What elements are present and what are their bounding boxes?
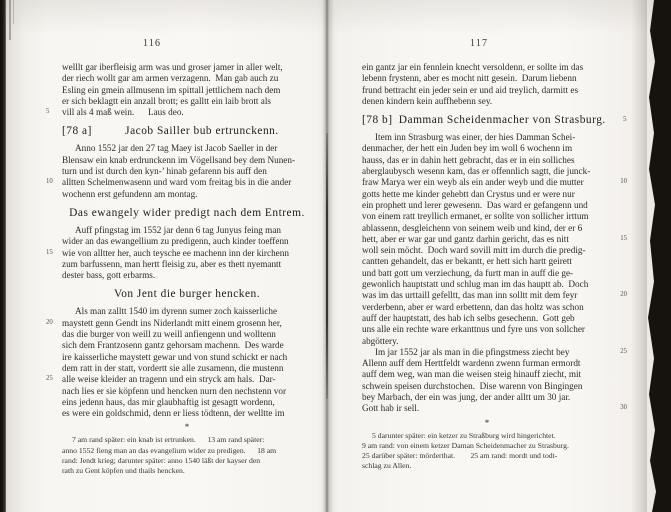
section-heading [362, 114, 627, 127]
text-line: wider an das ewangellium zu predigenn, auch kinder toeffenn [62, 236, 289, 247]
margin-line-number: 15 [46, 248, 53, 256]
text-line: Als man zalltt 1540 im dyrenn sumer zoch kaisserliche [75, 306, 278, 317]
text-line: ire kaisserliche maystett gewar und von stund schickt er nach [62, 351, 288, 362]
text-line: was im das urttaill gefelltt, das man inn solltt mit dem feyr 20 [362, 290, 627, 301]
heading-label: [78 b] [362, 114, 393, 127]
text-line: lebenn frystenn, aber es mocht nitt gesein. Darum liebenn [362, 73, 577, 84]
separator-mark: * [484, 417, 490, 428]
text-line: frund bettracht ein jeder sein er und aid treylich, darmitt es [362, 84, 579, 95]
text-line: schwein speisen durchstochen. Dise warenn von Bingingen [362, 380, 583, 391]
heading-text: Von Jent die burger hencken. [113, 288, 261, 301]
text-line: Im jar 1552 jar als man in die pfingstmess ziecht bey 25 [375, 346, 627, 357]
text-line: maystett genn Gendt ins Niderlandt mitt einem grosenn her, 20 [46, 317, 282, 328]
text-line: 25 darüber später: mörderthat. 25 am rand: mordt und todt- [362, 450, 558, 460]
heading-text: Jacob Sailler bub ertrunckenn. [125, 125, 279, 138]
margin-line-number: 10 [620, 178, 627, 186]
text-line: cantten gehandelt, das er bekantt, er hett sich hartt geirett [362, 256, 572, 267]
text-line: Item inn Strasburg was einer, der hies Damman Schei- [375, 132, 576, 143]
margin-line-number: 15 [620, 234, 627, 242]
text-line: sich dem Frantzosenn gantz gehorsam machenn. Des warde [62, 340, 284, 351]
book-gutter-fold-line [326, 133, 328, 399]
text-line: eins jedenn haus, das mir glaubhaftig ist gesagtt wordenn, [62, 396, 275, 407]
margin-line-number: 5 [623, 116, 627, 124]
section-heading [62, 288, 312, 301]
text-line: anno 1552 fieng man an das evangelium wider zu predigen. 18 am [62, 445, 277, 455]
margin-line-number: 25 [620, 347, 627, 355]
text-line: dem ratt in der statt, vordertt sie alle zusamenn, die mustenn [62, 362, 284, 373]
text-line: es were ein goldschmid, denn er liess tödtenn, der welltte im [62, 408, 285, 419]
text-line: fraw Marya wer ein weyb als ein ander weyb und die mutter 10 [362, 177, 627, 188]
text-line: rand: Jendt krieg; darunter später: anno 1540 läßt der kayser den [62, 455, 261, 465]
margin-line-number: 20 [620, 291, 627, 299]
text-line: 9 am rand: von einem ketzer Daman Scheidenmacher zu Strasburg. [362, 440, 569, 450]
page-right-body [362, 34, 627, 471]
heading-label: [78 a] [62, 125, 92, 138]
text-line: 7 am rand später: ein knab ist ertrunken. 13 am rand später: [72, 435, 265, 445]
footnote [362, 431, 612, 471]
paragraph [46, 143, 312, 199]
text-line: dester bass, gott erbarms. [62, 270, 156, 281]
text-line: auff dem weg, wan man die weisen steig hinauff ziecht, mit [362, 369, 582, 380]
text-line: alle weise kleider an tragenn und ein stryck am hals. Dar- 25 [46, 374, 276, 385]
text-line: wochenn erst gefundenn am montag. [62, 188, 198, 199]
text-line: Blensaw ein knab erdrunckenn im Vögellsand bey dem Nunen- [62, 154, 296, 165]
separator-mark: * [184, 422, 190, 433]
text-line: der riech wollt gar am armen verzagenn. Man gab auch zu [62, 73, 279, 84]
text-line: alltten Schelmenwasenn und ward vom freitag bis in die ander 10 [46, 177, 292, 188]
page-left [46, 34, 312, 476]
paragraph [362, 346, 627, 415]
text-line: Allenn auff dem Herttfeldt wardenn zwenn furman ermordt [362, 358, 581, 369]
text-line: er sich beklagtt ein anzall brott; es galltt ein laib brott als [62, 95, 271, 106]
text-line: zum barfussenn, man hertt fleisig zu, aber es thett nyemantt [62, 258, 282, 269]
page-number-left: 116 [143, 38, 162, 49]
text-line: gotts hette me kinder gehebtt dan Crystus und er were nur [362, 188, 575, 199]
text-line: Esling ein gmein allmusenn im spittall jettlichem nach dem [62, 84, 281, 95]
book-gutter [322, 0, 334, 512]
text-line: nach lies er sie köpfenn und hencken nurn den nechstenn vor [62, 385, 286, 396]
section-heading [62, 125, 312, 138]
page-right [362, 34, 627, 471]
text-line: denen kindern kein auffhebenn sey. [362, 95, 493, 106]
text-line: bey Marbach, der ein was jung, der ander alltt um 30 jar. [362, 392, 571, 403]
text-line: wie von alltter her, auch teysche ee machenn inn der kirchenn 15 [46, 247, 289, 258]
paragraph [46, 62, 312, 118]
text-line: woll sein möcht. Doch ward sovill mitt im durch die predig- [362, 245, 586, 256]
text-line: das die burger von weill zu weill anfiengenn und wolltenn [62, 329, 276, 340]
paragraph [46, 224, 312, 281]
paper-crease [13, 0, 14, 24]
text-line: ein prophett und lerer gewesenn. Das ward er gefangenn und [362, 199, 588, 210]
footnote [62, 435, 312, 475]
text-line: vill als 4 maß wein. Laus deo. 5 [46, 107, 184, 118]
paragraph [362, 132, 627, 347]
text-line: Anno 1552 jar den 27 tag Maey ist Jacob Saeller in der [75, 143, 278, 154]
paper-crease [9, 0, 11, 40]
text-line: schlag zu Allen. [362, 460, 412, 470]
margin-line-number: 5 [46, 108, 50, 116]
page-left-body [46, 34, 312, 476]
text-line: auff der hauptstatt, des hab ich selbs gesechenn. Gott geb [362, 312, 575, 323]
text-line: abgöttery. [362, 335, 399, 346]
paragraph [46, 306, 312, 419]
text-line: verderbenn, aber er ward erbettenn, dan das holtz was schon [362, 301, 584, 312]
right-book-edge [645, 0, 671, 512]
text-line: denmacher, der hett ein Juden bey im woll 6 wochenn im [362, 143, 573, 154]
text-line: rath zu Gent köpfen und thails hencken. [62, 465, 185, 475]
text-line: gewonlich hauptstatt und schlug man im das hauptt ab. Doch [362, 279, 589, 290]
text-line: aberglaubysch wesenn kam, das er offennlich sagtt, die junck- [362, 166, 591, 177]
text-line: Auff pfingstag im 1552 jar denn 6 tag Junyus feing man [75, 224, 282, 235]
text-line: welllt gar iberfleisig arm was und groser jamer in aller welt, [62, 62, 283, 72]
paragraph [362, 62, 612, 107]
text-line: hett, aber er war gar und gantz darhin gericht, das es nitt 15 [362, 233, 627, 244]
text-line: uns alle ein rechte ware erkanttnus und fyre uns von sollcher [362, 324, 585, 335]
margin-line-number: 20 [46, 318, 53, 326]
text-line: hauss, das er in dahin hett gebracht, das er in ein solliches [362, 154, 575, 165]
heading-text: Damman Scheidenmacher von Strasburg. [398, 114, 606, 127]
text-line: ablassenn, desgleichenn von seinem weib und kind, der er 6 [362, 222, 583, 233]
text-line: Gott hab ir sell. 30 [362, 403, 627, 414]
right-edge-shadow [631, 0, 647, 512]
left-book-edge [0, 0, 6, 512]
text-line: und batt gott um verziechung, da furtt man in auff die ge- [362, 267, 574, 278]
section-heading [62, 207, 312, 220]
page-number-right: 117 [470, 38, 489, 49]
heading-text: Das ewangely wider predigt nach dem Entrem. [69, 206, 305, 219]
margin-line-number: 10 [46, 178, 53, 186]
text-line: turn und ist durch den kyn-’ hinab gefarenn bis auff den [62, 166, 267, 177]
margin-line-number: 30 [620, 404, 627, 412]
margin-line-number: 25 [46, 375, 53, 383]
text-line: 5 darunter später: ein ketzer zu Straßburg wird hingerichtet. [372, 430, 556, 440]
text-line: von einem ratt treyllich ermanet, er sollte von sollicher irttum [362, 211, 589, 222]
text-line: ein gantz jar ein fennlein knecht versoldenn, er sollte im das [362, 62, 584, 72]
